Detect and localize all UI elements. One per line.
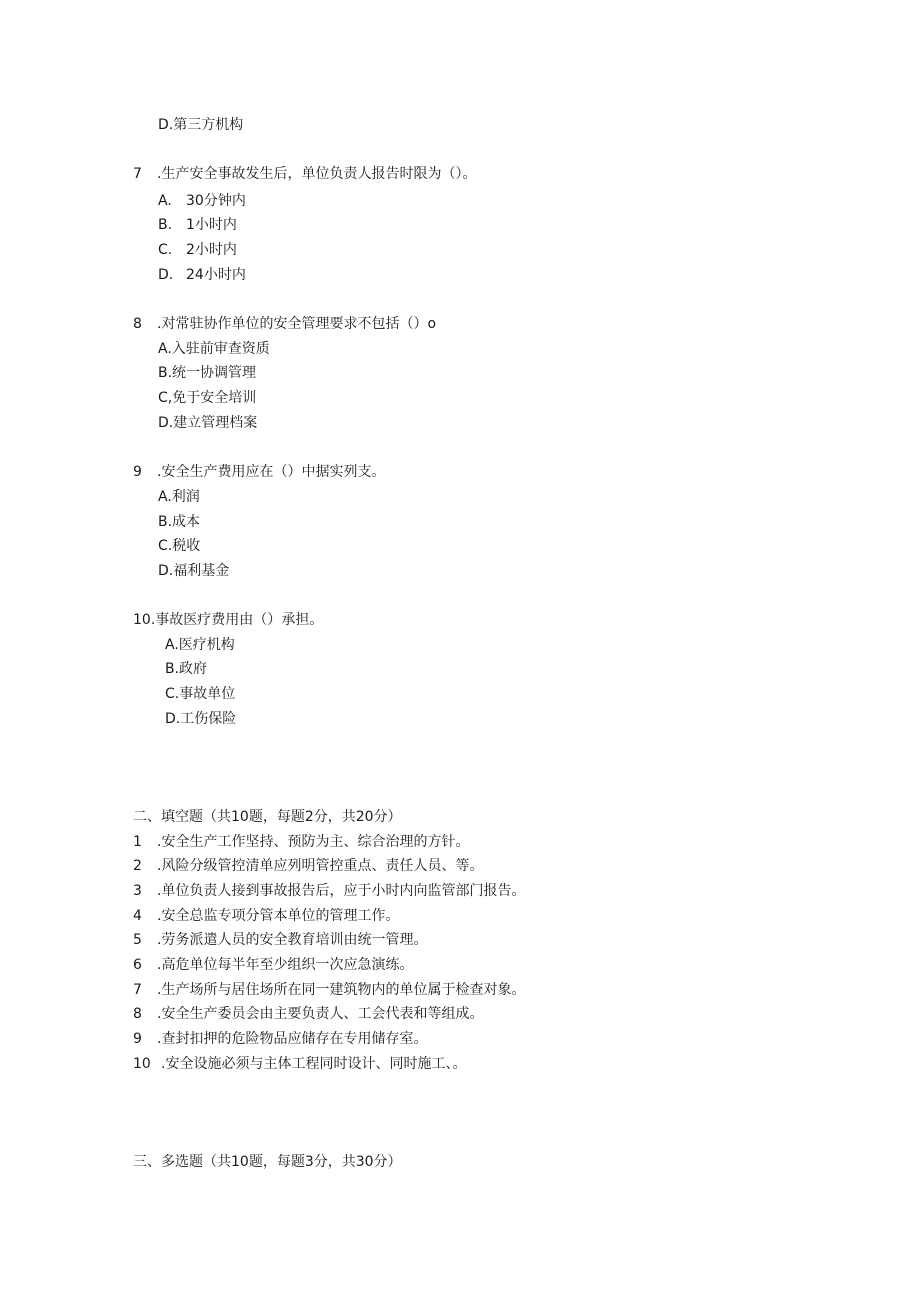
q8-stem [133, 315, 436, 333]
q8-option-b: B.统一协调管理 [158, 365, 257, 381]
q10-option-d: D.工伤保险 [165, 711, 237, 727]
q7-option-a: A. 30分钟内 [158, 193, 246, 209]
fill-item-8: 8 .安全生产委员会由主要负责人、工会代表和等组成。 [133, 1006, 484, 1022]
q9-option-a: A.利润 [158, 489, 200, 505]
fill-item-9: 9 .查封扣押的危险物品应储存在专用储存室。 [133, 1031, 428, 1047]
fill-item-5: 5 .劳务派遣人员的安全教育培训由统一管理。 [133, 932, 428, 948]
q9-stem [133, 463, 385, 481]
q9-text: .安全生产费用应在（）中据实列支。 [157, 464, 386, 480]
q8-option-c: C,免于安全培训 [158, 390, 257, 406]
section2-heading: 二、填空题（共10题，每题2分，共20分） [133, 809, 402, 825]
q7-number: 7 [133, 166, 142, 182]
q7-text: .生产安全事故发生后，单位负责人报告时限为（）。 [157, 166, 477, 182]
section3-heading: 三、多选题（共10题，每题3分，共30分） [133, 1154, 402, 1170]
fill-item-2: 2 .风险分级管控清单应列明管控重点、责任人员、等。 [133, 858, 484, 874]
q9-option-d: D.福利基金 [158, 563, 230, 579]
q9-option-b: B.成本 [158, 514, 201, 530]
q10-stem: 10.事故医疗费用由（）承担。 [133, 612, 324, 628]
q8-text: .对常驻协作单位的安全管理要求不包括（）o [157, 316, 437, 332]
fill-item-1: 1 .安全生产工作坚持、预防为主、综合治理的方针。 [133, 834, 470, 850]
q8-number: 8 [133, 316, 142, 332]
q9-number: 9 [133, 464, 142, 480]
fill-item-4: 4 .安全总监专项分管本单位的管理工作。 [133, 908, 400, 924]
q8-option-d: D.建立管理档案 [158, 415, 258, 431]
q7-option-d: D. 24小时内 [158, 267, 246, 283]
q6-option-d: D.第三方机构 [158, 117, 244, 133]
q10-option-c: C.事故单位 [165, 686, 236, 702]
fill-item-7: 7 .生产场所与居住场所在同一建筑物内的单位属于检查对象。 [133, 982, 526, 998]
fill-item-6: 6 .高危单位每半年至少组织一次应急演练。 [133, 957, 414, 973]
q7-option-b: B. 1小时内 [158, 217, 237, 233]
fill-item-10: 10 .安全设施必须与主体工程同时设计、同时施工、。 [133, 1056, 467, 1072]
q9-option-c: C.税收 [158, 538, 201, 554]
q7-stem [133, 165, 476, 183]
q10-option-a: A.医疗机构 [165, 637, 235, 653]
fill-item-3: 3 .单位负责人接到事故报告后，应于小时内向监管部门报告。 [133, 883, 526, 899]
q7-option-c: C. 2小时内 [158, 242, 237, 258]
q10-option-b: B.政府 [165, 661, 208, 677]
q8-option-a: A.入驻前审查资质 [158, 341, 270, 357]
